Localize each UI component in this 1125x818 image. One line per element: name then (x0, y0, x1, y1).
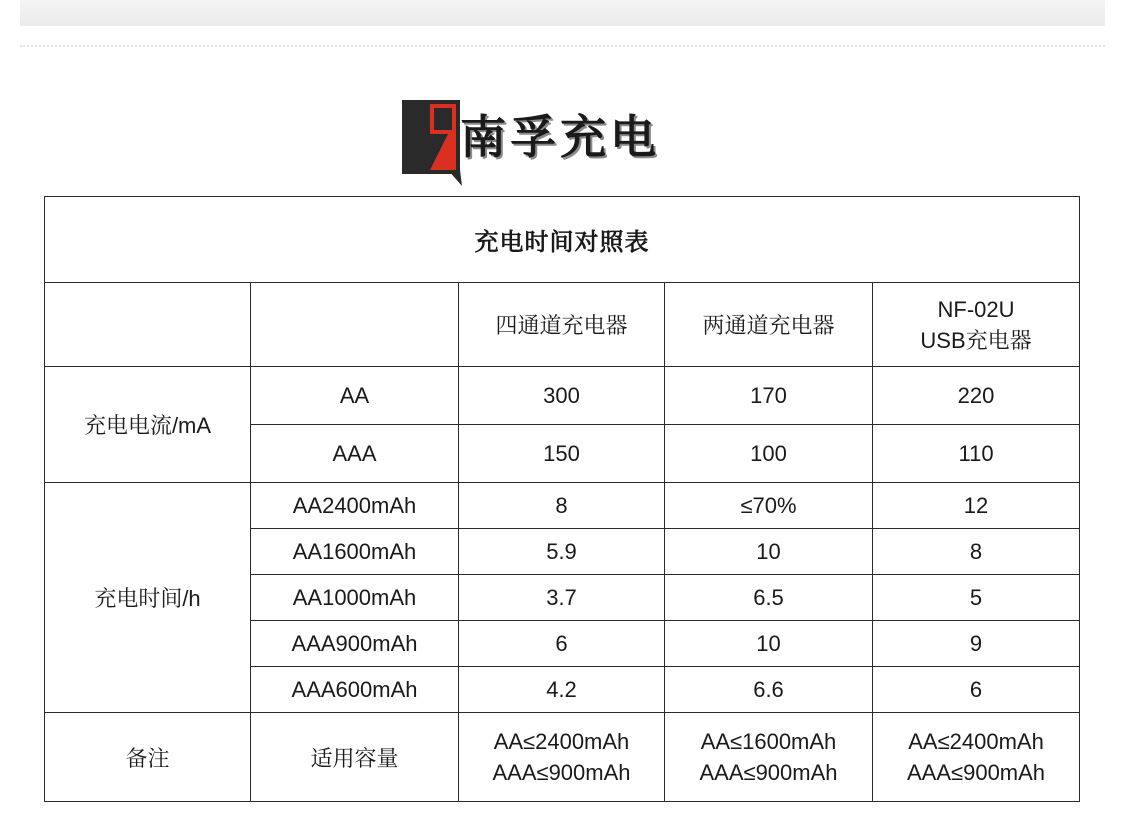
table-cell: 150 (459, 425, 665, 483)
group-label: 备注 (45, 713, 251, 802)
row-label: AAA600mAh (251, 667, 459, 713)
row-label: 适用容量 (251, 713, 459, 802)
table-cell (459, 713, 665, 802)
table-cell: 10 (665, 529, 873, 575)
cell-line: AA≤1600mAh (700, 729, 837, 754)
charging-time-table (44, 196, 1080, 802)
column-header-line: NF-02U (937, 296, 1015, 322)
table-cell: 6.6 (665, 667, 873, 713)
cell-line: AA≤2400mAh (908, 729, 1044, 754)
column-header: 两通道充电器 (665, 283, 873, 367)
group-label: 充电时间/h (45, 483, 251, 713)
top-banner-strip (20, 0, 1105, 26)
table-title: 充电时间对照表 (45, 197, 1080, 283)
cell-line: AA≤2400mAh (493, 729, 630, 754)
column-header: 四通道充电器 (459, 283, 665, 367)
table-cell: 4.2 (459, 667, 665, 713)
table-cell: 8 (873, 529, 1080, 575)
row-label: AA1000mAh (251, 575, 459, 621)
table-cell: ≤70% (665, 483, 873, 529)
cell-line: AAA≤900mAh (907, 760, 1046, 785)
table-cell: 300 (459, 367, 665, 425)
table-cell: 100 (665, 425, 873, 483)
table-cell: 12 (873, 483, 1080, 529)
table-cell: 110 (873, 425, 1080, 483)
cell-line: AAA≤900mAh (699, 760, 838, 785)
brand-logo (400, 96, 730, 186)
header-row (45, 283, 1080, 367)
table-cell: 6 (873, 667, 1080, 713)
table-cell: 6 (459, 621, 665, 667)
table-row (45, 713, 1080, 802)
table-cell: 5.9 (459, 529, 665, 575)
column-header (873, 283, 1080, 367)
table-cell: 10 (665, 621, 873, 667)
row-label: AA1600mAh (251, 529, 459, 575)
table-cell: 5 (873, 575, 1080, 621)
table-cell: 9 (873, 621, 1080, 667)
column-header-line: USB充电器 (920, 327, 1032, 353)
cell-line: AAA≤900mAh (492, 760, 631, 785)
table-row (45, 367, 1080, 425)
nanfu-logo-icon (400, 96, 464, 186)
table-cell (873, 713, 1080, 802)
table-cell (665, 713, 873, 802)
row-label: AAA900mAh (251, 621, 459, 667)
header-blank-cell (251, 283, 459, 367)
table-row (45, 483, 1080, 529)
row-label: AA (251, 367, 459, 425)
table-cell: 170 (665, 367, 873, 425)
table-cell: 6.5 (665, 575, 873, 621)
header-blank-cell (45, 283, 251, 367)
table-cell: 220 (873, 367, 1080, 425)
group-label: 充电电流/mA (45, 367, 251, 483)
dotted-divider (20, 45, 1105, 47)
table-cell: 8 (459, 483, 665, 529)
table-cell: 3.7 (459, 575, 665, 621)
row-label: AAA (251, 425, 459, 483)
row-label: AA2400mAh (251, 483, 459, 529)
brand-name: 南孚充电 (460, 110, 660, 164)
